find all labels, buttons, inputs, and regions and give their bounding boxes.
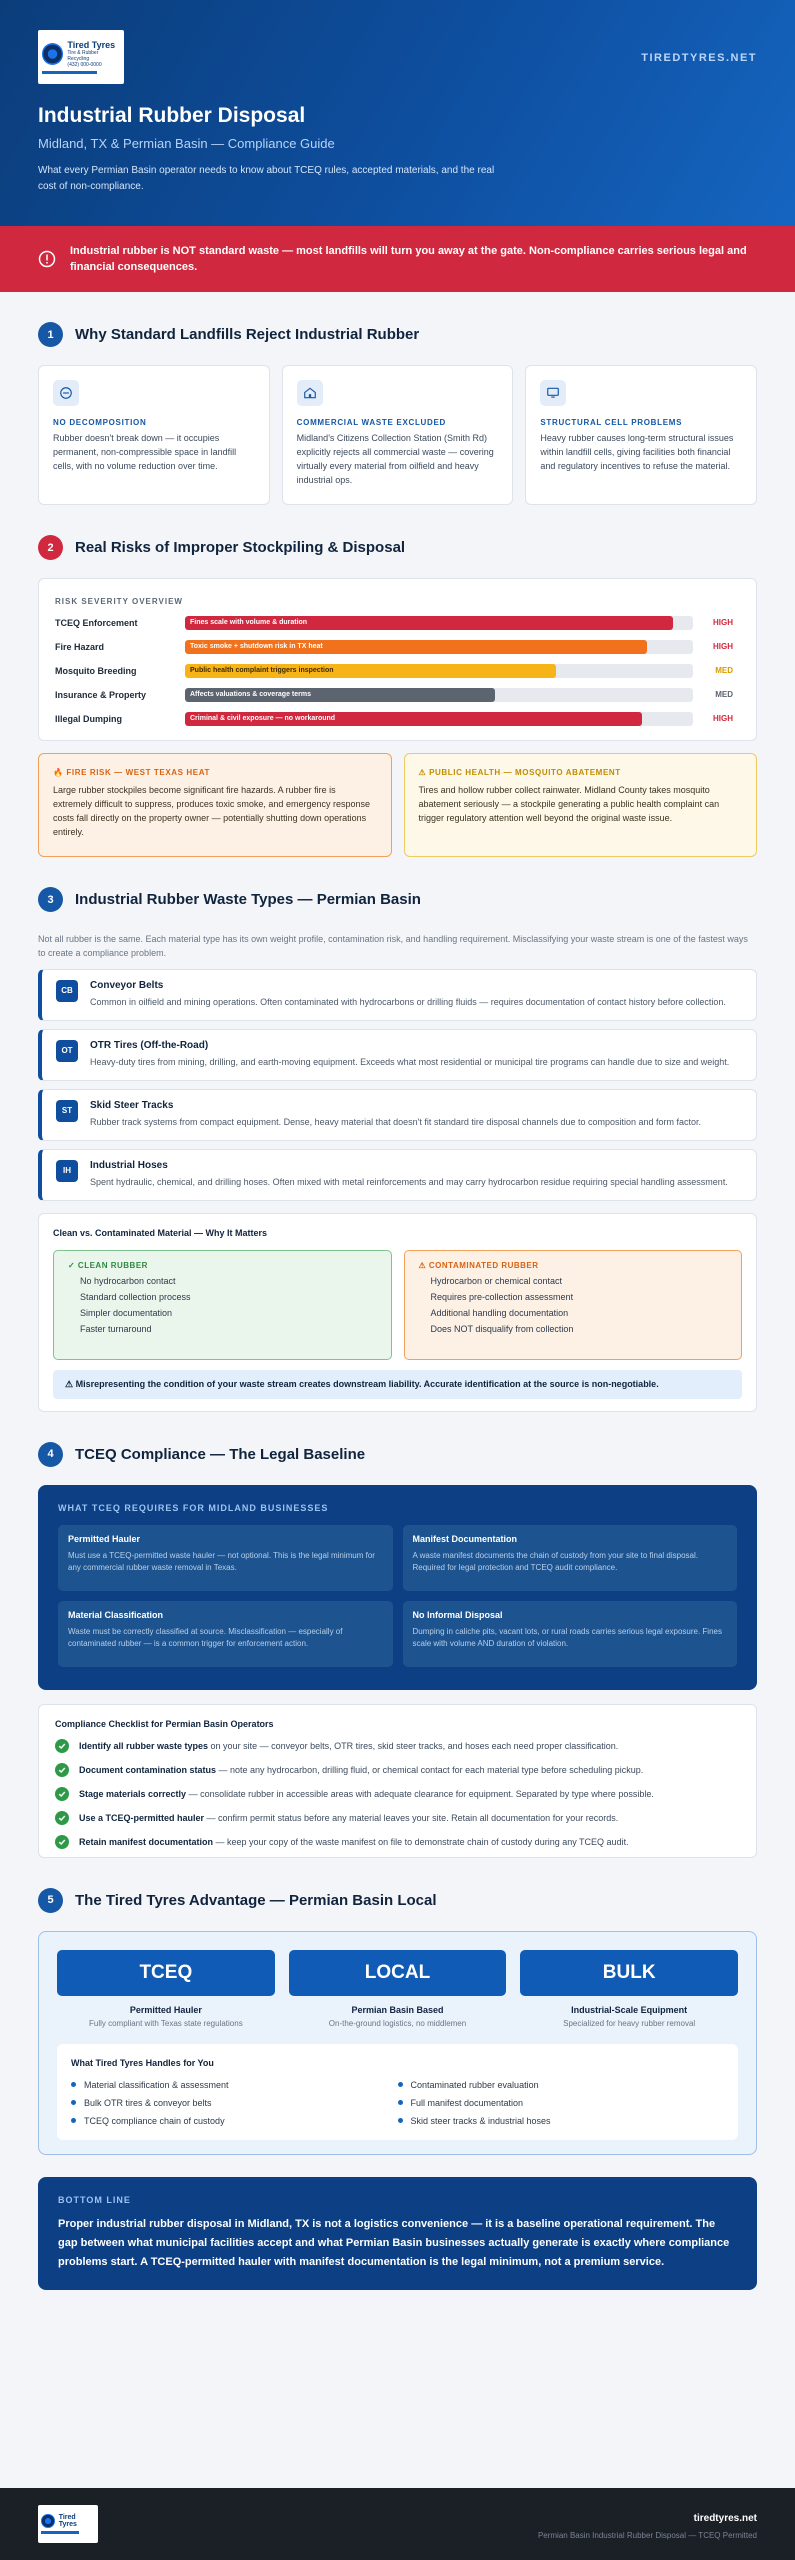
requirement-card — [403, 1601, 738, 1667]
footer-logo-title: Tired Tyres — [58, 2514, 77, 2528]
advantage-description: On-the-ground logistics, no middlemen — [328, 2018, 467, 2028]
requirement-name: Permitted Hauler — [68, 1533, 141, 1544]
brand-logo[interactable] — [38, 30, 124, 84]
tire-logo-icon — [41, 2514, 55, 2528]
site-link[interactable]: TIREDTYRES.NET — [641, 52, 757, 64]
advantage-name: Permitted Hauler — [129, 2004, 202, 2015]
section-title: Why Standard Landfills Reject Industrial Rubber — [75, 326, 420, 343]
risk-label: Illegal Dumping — [55, 713, 123, 724]
card-kicker: COMMERCIAL WASTE EXCLUDED — [296, 418, 447, 427]
section-title: The Tired Tyres Advantage — Permian Basin Local — [75, 1891, 437, 1909]
advantage-description: Specialized for heavy rubber removal — [563, 2018, 696, 2028]
service-label: Contaminated rubber evaluation — [410, 2079, 539, 2090]
fire-risk-card — [38, 753, 392, 857]
section-landfills — [0, 322, 795, 505]
risk-bar-fill: Criminal & civil exposure — no workaround — [185, 712, 642, 726]
service-item — [398, 2098, 725, 2108]
card-kicker: NO DECOMPOSITION — [53, 418, 147, 427]
risk-bar-fill: Fines scale with volume & duration — [185, 616, 673, 630]
service-label: Full manifest documentation — [410, 2097, 524, 2108]
checklist-item — [55, 1763, 740, 1777]
logo-underline — [42, 71, 97, 74]
requirement-name: No Informal Disposal — [412, 1609, 503, 1620]
requirement-description: Must use a TCEQ-permitted waste hauler — not optional. This is the legal minimum for any commercial rubber waste removal in Texas. — [68, 1550, 375, 1572]
check-icon — [55, 1739, 69, 1753]
risk-bar-track — [185, 664, 693, 678]
list-item: Does NOT disqualify from collection — [430, 1323, 574, 1334]
service-item — [398, 2116, 725, 2126]
public-health-text: Tires and hollow rubber collect rainwater. Midland County takes mosquito abatement seriously — a stockpile generating a public health complaint can trigger regulatory attention well beyond the original waste issue. — [418, 785, 720, 823]
public-health-title: ⚠ PUBLIC HEALTH — MOSQUITO ABATEMENT — [418, 768, 621, 777]
warning-banner — [0, 226, 795, 292]
list-item: Simpler documentation — [80, 1307, 173, 1318]
requirement-description: Dumping in caliche pits, vacant lots, or rural roads carries serious legal exposure. Fines scale with volume AND duration of violation. — [412, 1626, 722, 1648]
services-list — [57, 2044, 738, 2140]
clean-rubber-column — [53, 1250, 392, 1360]
bullet-icon — [398, 2100, 403, 2105]
public-health-card — [404, 753, 758, 857]
footer-logo[interactable] — [38, 2505, 98, 2543]
material-card — [38, 1149, 757, 1201]
fire-risk-title: 🔥 FIRE RISK — WEST TEXAS HEAT — [53, 768, 210, 777]
contaminated-rubber-heading: ⚠ CONTAMINATED RUBBER — [418, 1260, 539, 1270]
risk-bar-fill: Toxic smoke + shutdown risk in TX heat — [185, 640, 647, 654]
checklist-item — [55, 1739, 740, 1753]
fire-risk-text: Large rubber stockpiles become significant fire hazards. A rubber fire is extremely difficult to suppress, produces toxic smoke, and emergency response costs fall directly on the property owner — potentially shutting down operations entirely. — [53, 785, 370, 837]
material-description: Rubber track systems from compact equipment. Dense, heavy material that doesn't fit standard tire disposal channels due to composition and form factor. — [90, 1116, 702, 1127]
advantage-tag: LOCAL — [289, 1950, 507, 1996]
minus-circle-icon — [59, 386, 73, 400]
risk-heading: RISK SEVERITY OVERVIEW — [55, 597, 183, 606]
footer-site-link[interactable]: tiredtyres.net — [693, 2513, 757, 2524]
checklist-title: Compliance Checklist for Permian Basin Operators — [55, 1718, 274, 1729]
checklist-text — [79, 1763, 643, 1777]
card-text: Heavy rubber causes long-term structural issues within landfill cells, giving facilities both financial and regulatory incentives to refuse the material. — [540, 433, 734, 471]
advantage-panel — [38, 1931, 757, 2155]
section-advantage — [0, 1888, 795, 2291]
checklist-item — [55, 1811, 740, 1825]
services-title: What Tired Tyres Handles for You — [71, 2057, 214, 2068]
requirement-card — [58, 1601, 393, 1667]
monitor-icon — [546, 386, 560, 400]
card-text: Rubber doesn't break down — it occupies permanent, non-compressible space in landfill cells, with no volume reduction over time. — [53, 433, 237, 471]
section-number: 1 — [38, 322, 63, 347]
section-intro: Not all rubber is the same. Each material type has its own weight profile, contamination risk, and handling requirement. Misclassifying your waste stream is one of the fastest ways to create a compliance problem. — [38, 934, 748, 959]
risk-bar-track — [185, 688, 693, 702]
material-card — [38, 1029, 757, 1081]
material-badge: ST — [56, 1100, 78, 1122]
section-waste-types — [0, 887, 795, 1412]
compliance-checklist — [38, 1704, 757, 1858]
bottom-line-heading: BOTTOM LINE — [58, 2194, 131, 2205]
advantage-tag: TCEQ — [57, 1950, 275, 1996]
check-icon — [55, 1787, 69, 1801]
section-tceq — [0, 1442, 795, 1858]
reason-card — [38, 365, 270, 505]
footer-tagline: Permian Basin Industrial Rubber Disposal — TCEQ Permitted — [537, 2531, 757, 2540]
material-card — [38, 969, 757, 1021]
material-description: Heavy-duty tires from mining, drilling, and earth-moving equipment. Exceeds what most residential or municipal tire programs can handle due to size and weight. — [90, 1056, 730, 1067]
contaminated-rubber-column — [404, 1250, 743, 1360]
service-label: TCEQ compliance chain of custody — [84, 2115, 225, 2126]
clean-rubber-heading: ✓ CLEAN RUBBER — [68, 1260, 148, 1270]
section-number: 3 — [38, 887, 63, 912]
material-name: OTR Tires (Off-the-Road) — [90, 1039, 209, 1051]
material-name: Industrial Hoses — [90, 1159, 168, 1171]
panel-title: Clean vs. Contaminated Material — Why It Matters — [53, 1227, 268, 1238]
bullet-icon — [71, 2082, 76, 2087]
material-badge: IH — [56, 1160, 78, 1182]
list-item: Additional handling documentation — [430, 1307, 569, 1318]
requirement-name: Manifest Documentation — [412, 1533, 518, 1544]
tire-logo-icon — [42, 43, 63, 65]
section-risks — [0, 535, 795, 857]
logo-title: Tired Tyres — [67, 39, 116, 50]
risk-level-badge: MED — [715, 666, 733, 675]
checklist-detail: — consolidate rubber in accessible areas with adequate clearance for equipment. Separated by type where possible. — [186, 1788, 654, 1799]
tceq-heading: WHAT TCEQ REQUIRES FOR MIDLAND BUSINESSES — [58, 1502, 329, 1513]
service-label: Skid steer tracks & industrial hoses — [410, 2115, 551, 2126]
checklist-detail: — note any hydrocarbon, drilling fluid, or chemical contact for each material type before scheduling pickup. — [216, 1764, 644, 1775]
bottom-line-panel — [38, 2177, 757, 2291]
page-subtitle: Midland, TX & Permian Basin — Compliance Guide — [38, 136, 335, 151]
bullet-icon — [398, 2082, 403, 2087]
checklist-text — [79, 1739, 618, 1753]
section-title: Real Risks of Improper Stockpiling & Disposal — [75, 539, 406, 556]
advantage-tag: BULK — [520, 1950, 738, 1996]
logo-phone: (432) 000-0000 — [67, 61, 102, 68]
requirement-card — [58, 1525, 393, 1591]
material-description: Spent hydraulic, chemical, and drilling hoses. Often mixed with metal reinforcements and may carry hydrocarbon residue requiring special handling assessment. — [90, 1176, 728, 1187]
list-item: Requires pre-collection assessment — [430, 1291, 574, 1302]
warning-text: Industrial rubber is NOT standard waste — most landfills will turn you away at the gate. Non-compliance carries serious legal and financial consequences. — [70, 244, 747, 273]
checklist-detail: — confirm permit status before any material leaves your site. Retain all documentation for your records. — [204, 1812, 619, 1823]
bullet-icon — [71, 2100, 76, 2105]
service-item — [71, 2098, 398, 2108]
risk-bar-track — [185, 616, 693, 630]
list-item: Hydrocarbon or chemical contact — [430, 1275, 563, 1286]
logo-tagline: Tire & Rubber Recycling — [67, 49, 99, 62]
advantage-item — [57, 1950, 275, 2028]
material-description: Common in oilfield and mining operations. Often contaminated with hydrocarbons or drilling fluids — requires documentation of contact history before collection. — [90, 996, 726, 1007]
risk-row — [55, 639, 740, 654]
check-icon — [55, 1835, 69, 1849]
risk-severity-panel — [38, 578, 757, 741]
risk-level-badge: HIGH — [713, 714, 733, 723]
material-name: Conveyor Belts — [90, 979, 164, 991]
risk-row — [55, 615, 740, 630]
footer — [0, 2488, 795, 2560]
service-item — [71, 2116, 398, 2126]
logo-underline — [41, 2531, 79, 2534]
risk-level-badge: MED — [715, 690, 733, 699]
section-number: 4 — [38, 1442, 63, 1467]
service-item — [71, 2080, 398, 2090]
service-label: Material classification & assessment — [84, 2079, 229, 2090]
checklist-emphasis: Identify all rubber waste types — [79, 1740, 209, 1751]
risk-row — [55, 663, 740, 678]
home-icon — [303, 386, 317, 400]
checklist-item — [55, 1835, 740, 1849]
liability-note: ⚠ Misrepresenting the condition of your waste stream creates downstream liability. Accurate identification at the source is non-negotiable. — [53, 1370, 742, 1399]
advantage-item — [289, 1950, 507, 2028]
bottom-line-text: Proper industrial rubber disposal in Midland, TX is not a logistics convenience — it is a baseline operational requirement. The gap between what municipal facilities accept and what Permian Basin businesses actually generate is exactly where compliance problems start. A TCEQ-permitted hauler with manifest documentation is the legal minimum, not a premium service. — [58, 2217, 730, 2269]
clean-vs-contaminated-panel — [38, 1213, 757, 1412]
checklist-text — [79, 1787, 654, 1801]
checklist-emphasis: Stage materials correctly — [79, 1788, 187, 1799]
service-label: Bulk OTR tires & conveyor belts — [84, 2097, 212, 2108]
page-intro: What every Permian Basin operator needs to know about TCEQ rules, accepted materials, and the real cost of non-compliance. — [38, 165, 495, 192]
tceq-requirements-panel — [38, 1485, 757, 1690]
reason-card — [282, 365, 514, 505]
section-title: Industrial Rubber Waste Types — Permian Basin — [75, 891, 421, 908]
warning-icon — [38, 250, 56, 268]
risk-label: Mosquito Breeding — [55, 665, 137, 676]
checklist-text — [79, 1835, 629, 1849]
material-badge: CB — [56, 980, 78, 1002]
check-icon — [55, 1811, 69, 1825]
list-item: No hydrocarbon contact — [80, 1275, 176, 1286]
reason-card — [525, 365, 757, 505]
checklist-detail: on your site — conveyor belts, OTR tires, skid steer tracks, and hoses each need proper classification. — [208, 1740, 619, 1751]
risk-level-badge: HIGH — [713, 618, 733, 627]
section-title: TCEQ Compliance — The Legal Baseline — [75, 1445, 366, 1463]
material-card — [38, 1089, 757, 1141]
bullet-icon — [398, 2118, 403, 2123]
list-item: Standard collection process — [80, 1291, 191, 1302]
risk-label: Insurance & Property — [55, 689, 147, 700]
risk-row — [55, 711, 740, 726]
checklist-emphasis: Retain manifest documentation — [79, 1836, 214, 1847]
hero-header — [0, 0, 795, 226]
checklist-text — [79, 1811, 618, 1825]
risk-bar-fill: Affects valuations & coverage terms — [185, 688, 495, 702]
advantage-name: Industrial-Scale Equipment — [571, 2004, 688, 2015]
card-kicker: STRUCTURAL CELL PROBLEMS — [540, 418, 683, 427]
bullet-icon — [71, 2118, 76, 2123]
requirement-name: Material Classification — [68, 1609, 164, 1620]
checklist-item — [55, 1787, 740, 1801]
section-number: 2 — [38, 535, 63, 560]
risk-row — [55, 687, 740, 702]
risk-level-badge: HIGH — [713, 642, 733, 651]
page-title: Industrial Rubber Disposal — [38, 104, 306, 127]
checklist-emphasis: Document contamination status — [79, 1764, 217, 1775]
advantage-name: Permian Basin Based — [351, 2004, 444, 2015]
section-number: 5 — [38, 1888, 63, 1913]
risk-bar-fill: Public health complaint triggers inspection — [185, 664, 556, 678]
checklist-emphasis: Use a TCEQ-permitted hauler — [79, 1812, 205, 1823]
risk-bar-track — [185, 640, 693, 654]
checklist-detail: — keep your copy of the waste manifest on file to demonstrate chain of custody during any TCEQ audit. — [213, 1836, 629, 1847]
material-name: Skid Steer Tracks — [90, 1099, 174, 1111]
requirement-description: A waste manifest documents the chain of custody from your site to final disposal. Required for legal protection and TCEQ audit compliance. — [412, 1550, 698, 1572]
service-item — [398, 2080, 725, 2090]
risk-bar-track — [185, 712, 693, 726]
advantage-item — [520, 1950, 738, 2028]
risk-label: TCEQ Enforcement — [55, 617, 138, 628]
risk-label: Fire Hazard — [55, 641, 105, 652]
list-item: Faster turnaround — [80, 1323, 152, 1334]
requirement-card — [403, 1525, 738, 1591]
card-text: Midland's Citizens Collection Station (Smith Rd) explicitly rejects all commercial waste — covering virtually every material from oilfield and heavy industrial ops. — [296, 433, 494, 485]
check-icon — [55, 1763, 69, 1777]
material-badge: OT — [56, 1040, 78, 1062]
advantage-description: Fully compliant with Texas state regulations — [88, 2018, 243, 2028]
requirement-description: Waste must be correctly classified at source. Misclassification — especially of contaminated rubber — is a common trigger for enforcement action. — [68, 1626, 343, 1648]
